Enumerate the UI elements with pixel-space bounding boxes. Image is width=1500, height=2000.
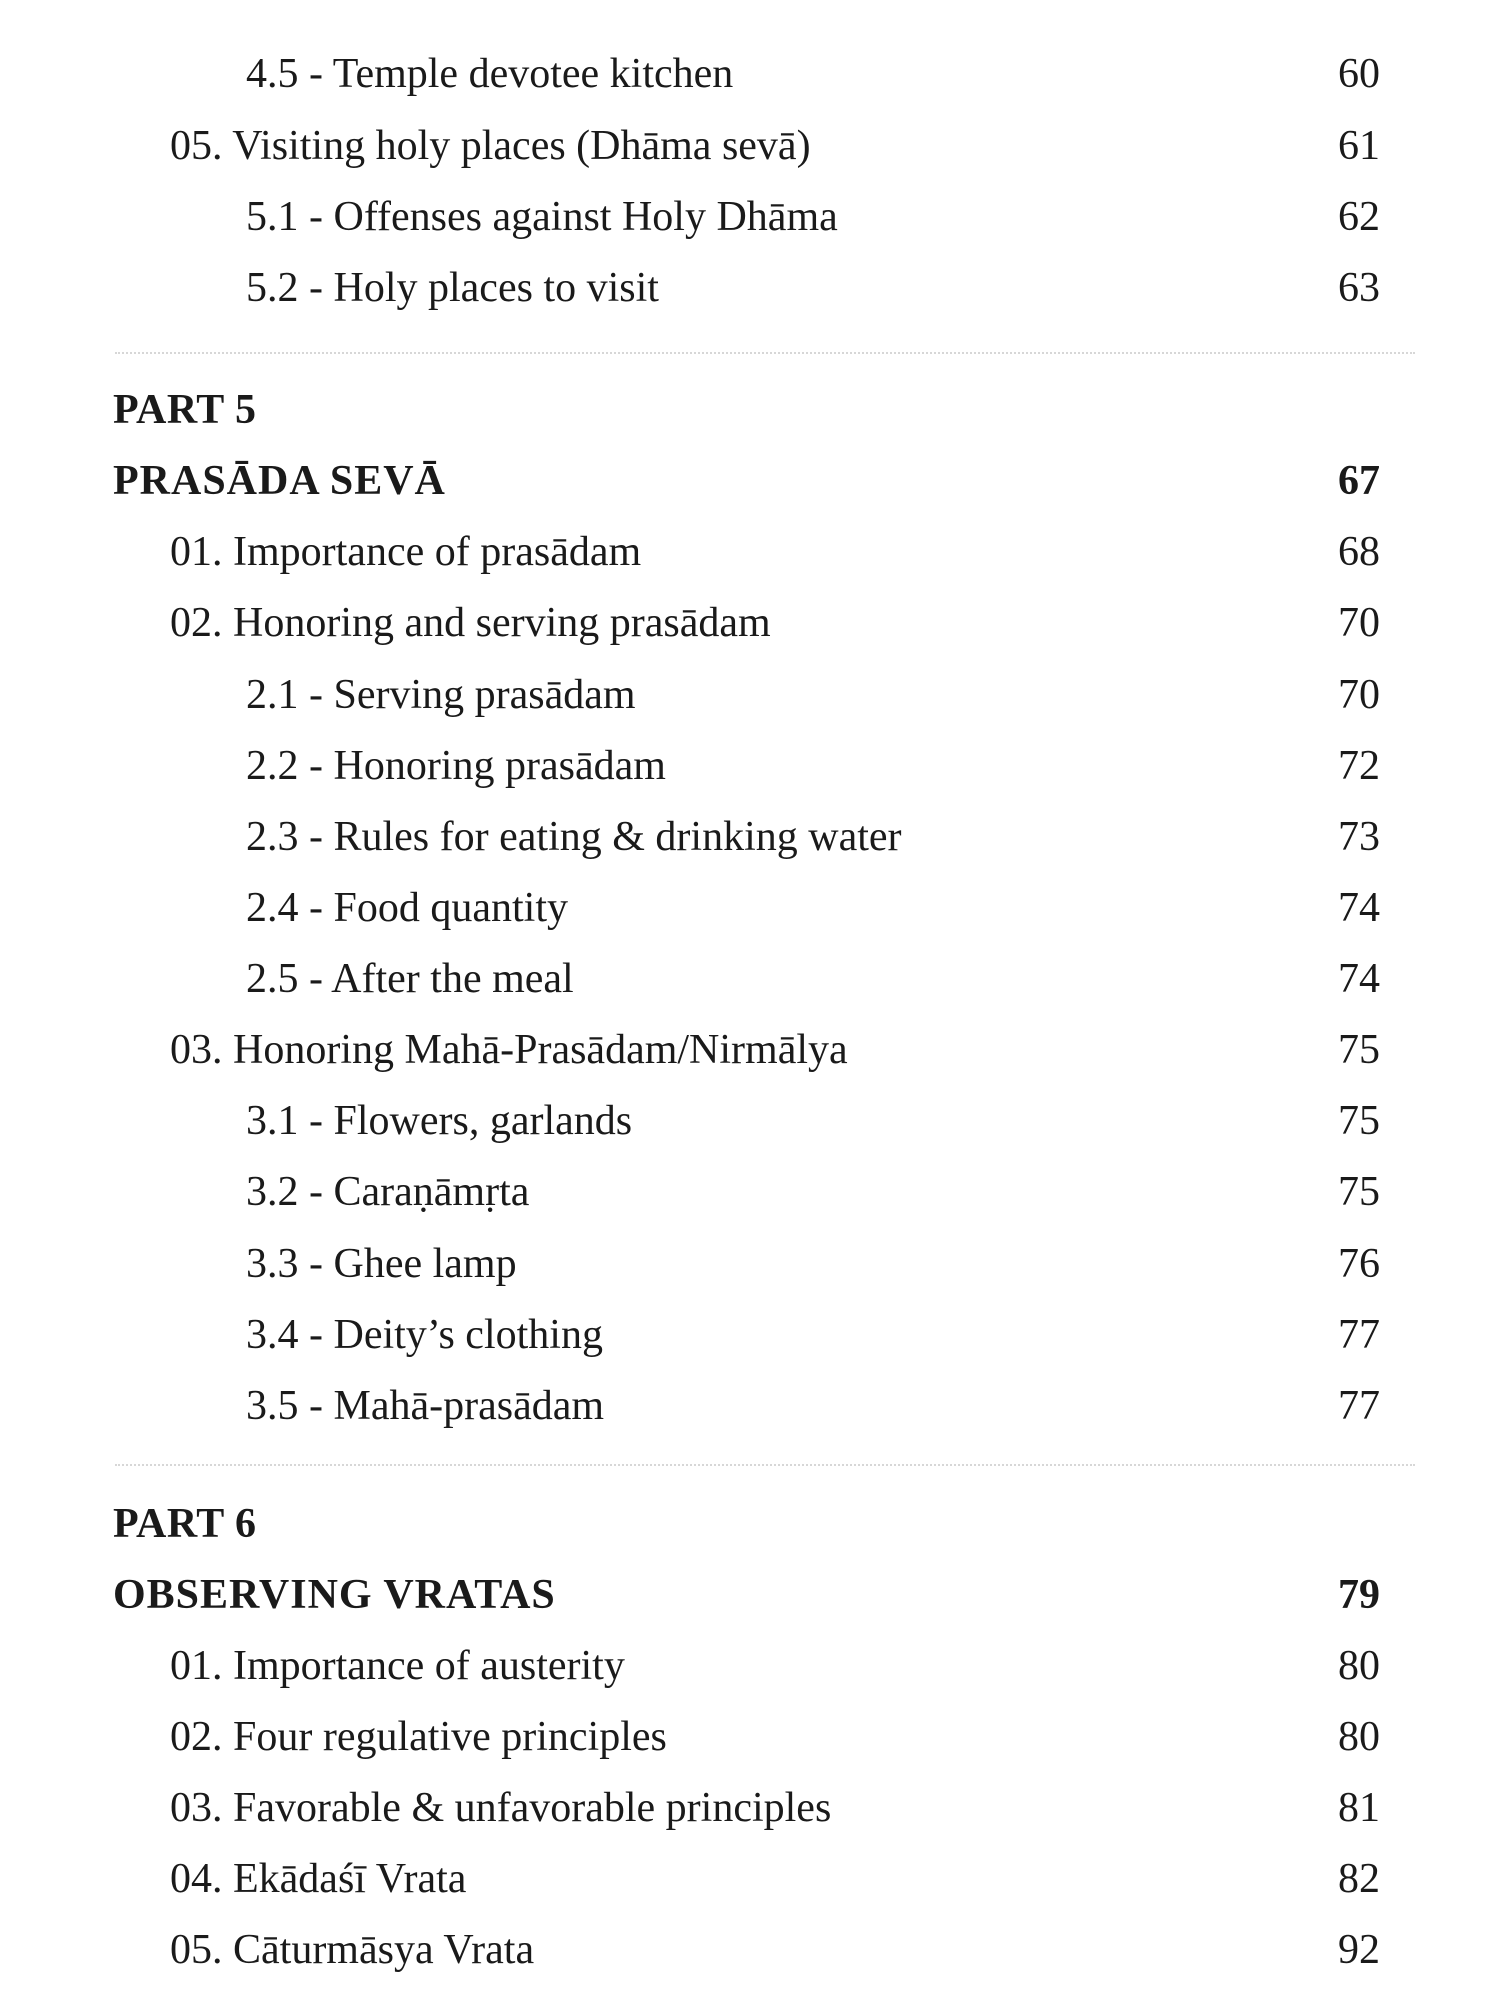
toc-entry[interactable]: [0, 593, 1500, 653]
toc-page-number: 73: [1338, 814, 1380, 860]
toc-entry-title: 01. Importance of prasādam: [170, 529, 642, 575]
toc-entry-title: 5.2 - Holy places to visit: [246, 265, 659, 311]
toc-page-number: 63: [1338, 265, 1380, 311]
toc-entry-title: 2.1 - Serving prasādam: [246, 672, 636, 718]
toc-page-number: 76: [1338, 1241, 1380, 1287]
toc-entry-title: 04. Ekādaśī Vrata: [170, 1856, 467, 1902]
toc-entry-title: 3.5 - Mahā-prasādam: [246, 1383, 605, 1429]
toc-entry-title: 5.1 - Offenses against Holy Dhāma: [246, 194, 838, 240]
toc-entry[interactable]: [0, 1020, 1500, 1080]
toc-entry-title: 02. Honoring and serving prasādam: [170, 600, 771, 646]
toc-page-number: 70: [1338, 672, 1380, 718]
toc-entry-title: 4.5 - Temple devotee kitchen: [246, 51, 734, 97]
toc-page-number: 60: [1338, 51, 1380, 97]
section-divider: [115, 352, 1415, 354]
toc-entry[interactable]: [0, 1636, 1500, 1696]
part-title: OBSERVING VRATAS: [113, 1572, 556, 1618]
toc-page-number: 61: [1338, 123, 1380, 169]
part-label: PART 5: [113, 387, 257, 433]
toc-page-number: 74: [1338, 885, 1380, 931]
toc-entry[interactable]: [0, 949, 1500, 1009]
toc-entry[interactable]: [0, 807, 1500, 867]
toc-page-number: 72: [1338, 743, 1380, 789]
toc-entry[interactable]: [0, 1091, 1500, 1151]
toc-page-number: 77: [1338, 1312, 1380, 1358]
toc-page-number: 92: [1338, 1927, 1380, 1973]
toc-entry[interactable]: [0, 1162, 1500, 1222]
part-title-entry[interactable]: [0, 1565, 1500, 1625]
toc-page-number: 74: [1338, 956, 1380, 1002]
toc-page-number: 68: [1338, 529, 1380, 575]
part-title: PRASĀDA SEVĀ: [113, 458, 446, 504]
toc-page-number: 81: [1338, 1785, 1380, 1831]
toc-entry-title: 03. Favorable & unfavorable principles: [170, 1785, 832, 1831]
toc-entry-title: 03. Honoring Mahā-Prasādam/Nirmālya: [170, 1027, 848, 1073]
toc-entry-title: 3.4 - Deity’s clothing: [246, 1312, 603, 1358]
toc-page-number: 79: [1338, 1572, 1380, 1618]
toc-entry-title: 2.4 - Food quantity: [246, 885, 568, 931]
toc-page-number: 75: [1338, 1098, 1380, 1144]
toc-page-number: 75: [1338, 1027, 1380, 1073]
toc-entry-title: 3.3 - Ghee lamp: [246, 1241, 517, 1287]
toc-entry[interactable]: [0, 1849, 1500, 1909]
toc-entry[interactable]: [0, 187, 1500, 247]
toc-entry-title: 2.2 - Honoring prasādam: [246, 743, 666, 789]
toc-page-number: 62: [1338, 194, 1380, 240]
part-title-entry[interactable]: [0, 451, 1500, 511]
toc-entry-title: 2.5 - After the meal: [246, 956, 574, 1002]
toc-entry[interactable]: [0, 1376, 1500, 1436]
toc-entry-title: 3.2 - Caraṇāmṛta: [246, 1169, 530, 1215]
toc-entry-title: 01. Importance of austerity: [170, 1643, 625, 1689]
toc-entry[interactable]: [0, 665, 1500, 725]
toc-page-number: 67: [1338, 458, 1380, 504]
toc-entry[interactable]: [0, 116, 1500, 176]
toc-page-number: 82: [1338, 1856, 1380, 1902]
section-divider: [115, 1464, 1415, 1466]
part-label: PART 6: [113, 1501, 257, 1547]
toc-entry-title: 02. Four regulative principles: [170, 1714, 667, 1760]
toc-entry[interactable]: [0, 1707, 1500, 1767]
toc-entry[interactable]: [0, 44, 1500, 104]
toc-entry[interactable]: [0, 1920, 1500, 1980]
toc-entry[interactable]: [0, 1305, 1500, 1365]
toc-entry[interactable]: [0, 1234, 1500, 1294]
part-heading: [0, 1494, 1500, 1554]
toc-page-number: 70: [1338, 600, 1380, 646]
toc-entry-title: 2.3 - Rules for eating & drinking water: [246, 814, 902, 860]
toc-page-number: 75: [1338, 1169, 1380, 1215]
toc-page-number: 77: [1338, 1383, 1380, 1429]
toc-entry-title: 05. Visiting holy places (Dhāma sevā): [170, 123, 811, 169]
toc-page-number: 80: [1338, 1643, 1380, 1689]
toc-entry[interactable]: [0, 258, 1500, 318]
toc-entry[interactable]: [0, 736, 1500, 796]
toc-page-number: 80: [1338, 1714, 1380, 1760]
toc-entry[interactable]: [0, 522, 1500, 582]
part-heading: [0, 380, 1500, 440]
toc-entry-title: 05. Cāturmāsya Vrata: [170, 1927, 535, 1973]
toc-entry-title: 3.1 - Flowers, garlands: [246, 1098, 633, 1144]
toc-entry[interactable]: [0, 878, 1500, 938]
toc-entry[interactable]: [0, 1778, 1500, 1838]
